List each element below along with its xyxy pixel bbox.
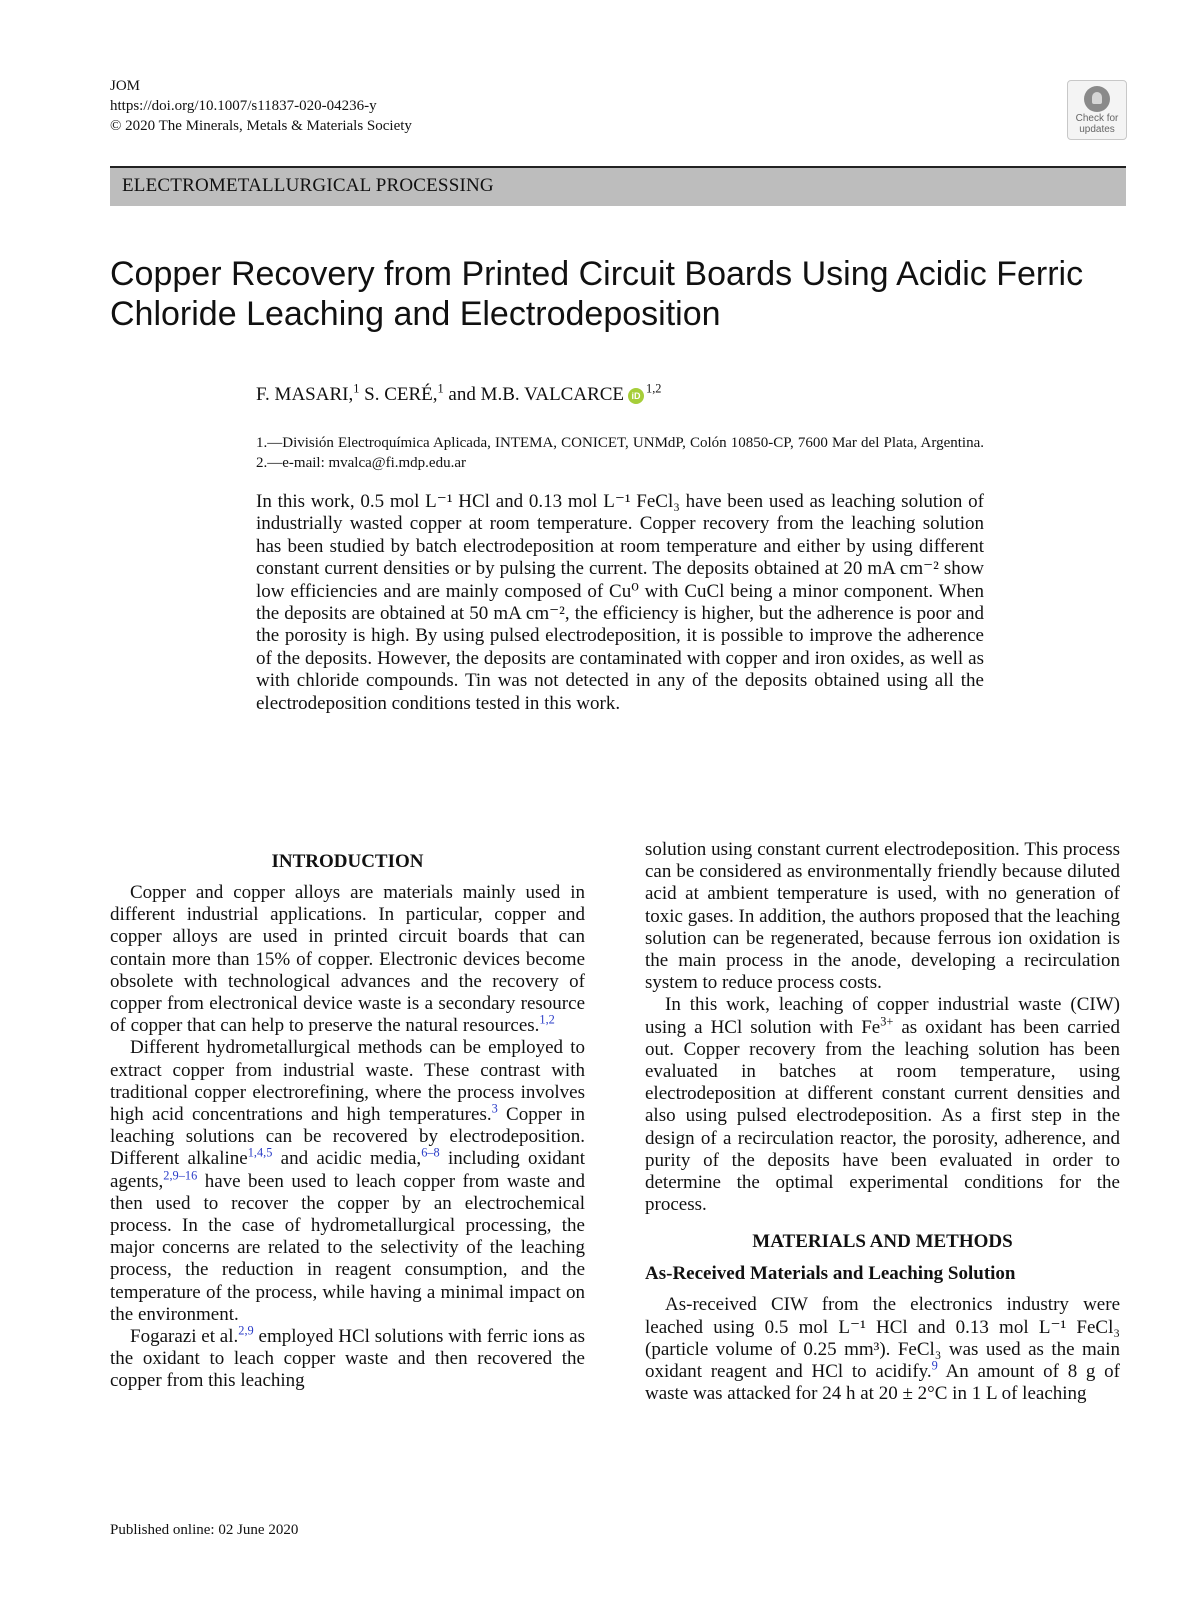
methods-p1-text-a: As-received CIW from the electronics industry were leached using 0.5 mol L⁻¹ HCl and 0.13 mol L⁻¹ FeCl₃ (particle volume of 0.25 mm³). FeCl₃ was used as the main oxidant reagent and HCl to acidify. — [645, 1294, 1120, 1383]
methods-paragraph-1 — [645, 1294, 1120, 1405]
intro-p2-text-d: including oxidant agents, — [110, 1148, 586, 1192]
citation-link[interactable]: 6–8 — [421, 1146, 440, 1161]
intro-paragraph-2 — [110, 1037, 585, 1326]
intro-paragraph-3 — [110, 1323, 585, 1393]
intro-p2-text-e: have been used to leach copper from waste and then used to recover the copper by an electrochemical process. In the case of hydrometallurgical processing, the major concerns are related to the selectivity of the leaching process, the reduction in reagent consumption, and the temperature of the process, while having a minimal impact on the environment. — [110, 1170, 585, 1325]
article-title: Copper Recovery from Printed Circuit Boards Using Acidic Ferric Chloride Leaching and Electrodeposition — [110, 255, 1084, 333]
citation-link[interactable]: 2,9–16 — [163, 1168, 198, 1183]
methods-heading: MATERIALS AND METHODS — [752, 1231, 1013, 1253]
doi-link[interactable]: https://doi.org/10.1007/s11837-020-04236-y — [110, 98, 377, 114]
publication-date: Published online: 02 June 2020 — [110, 1522, 299, 1538]
author-list — [256, 381, 662, 406]
crossmark-icon — [1084, 86, 1110, 112]
right-paragraph-1: solution using constant current electrodeposition. This process can be considered as environmentally friendly because diluted acid at ambient temperature is used, with no generation of toxic gases. In addition, the authors proposed that the leaching solution can be regenerated, because ferrous ion oxidation is the main process in the anode, developing a recirculation system to reduce process costs. — [645, 839, 1120, 994]
badge-label-1: Check for — [1075, 113, 1119, 124]
author-1: F. MASARI, — [256, 384, 354, 405]
left-column — [110, 850, 585, 1393]
author-3-affil: 1,2 — [646, 381, 662, 396]
introduction-heading: INTRODUCTION — [271, 851, 424, 872]
intro-p3-text-a: Fogarazi et al. — [130, 1326, 239, 1348]
author-2: S. CERÉ, — [364, 384, 438, 405]
abstract: In this work, 0.5 mol L⁻¹ HCl and 0.13 mol L⁻¹ FeCl₃ have been used as leaching solution of industrially wasted copper at room temperature. Copper recovery from the leaching solution has been studied by batch electrodeposition at room temperature and either by using different constant current densities or by pulsing the current. The deposits obtained at 20 mA cm⁻² show low efficiencies and are mainly composed of Cu⁰ with CuCl being a minor component. When the deposits are obtained at 50 mA cm⁻², the efficiency is higher, but the adherence is poor and the porosity is high. By using pulsed electrodeposition, it is possible to improve the adherence of the deposits. However, the deposits are contaminated with copper and iron oxides, as well as with chloride compounds. Tin was not detected in any of the deposits obtained using all the electrodeposition conditions tested in this work. — [256, 491, 984, 714]
citation-link[interactable]: 2,9 — [238, 1323, 254, 1338]
right-p2-text-b: as oxidant has been carried out. Copper recovery from the leaching solution has been evaluated in batches at room temperature, using electrodeposition at different constant current densities and also using pulsed electrodeposition. As a first step in the design of a recirculation reactor, the porosity, adherence, and purity of the deposits have been evaluated in order to determine the optimal experimental conditions for the process. — [645, 1016, 1120, 1216]
author-3: and M.B. VALCARCE — [448, 384, 625, 405]
right-paragraph-2 — [645, 994, 1120, 1216]
affiliations: 1.—División Electroquímica Aplicada, INTEMA, CONICET, UNMdP, Colón 10850-CP, 7600 Mar del Plata, Argentina. 2.—e-mail: mvalca@fi.mdp.edu.ar — [256, 435, 984, 471]
methods-p1-text-b: An amount of 8 g of waste was attacked for 24 h at 20 ± 2°C in 1 L of leaching — [645, 1361, 1120, 1405]
citation-link[interactable]: 1,4,5 — [247, 1146, 273, 1161]
intro-p2-text-c: and acidic media, — [272, 1148, 422, 1170]
citation-link[interactable]: 9 — [931, 1358, 938, 1373]
orcid-icon[interactable]: iD — [628, 388, 644, 404]
intro-p2-text-b: Copper in leaching solutions can be recovered by electrodeposition. Different alkaline — [110, 1104, 585, 1170]
right-p2-text-a: In this work, leaching of copper industrial waste (CIW) using a HCl solution with Fe — [645, 994, 1120, 1038]
check-for-updates-badge[interactable] — [1067, 80, 1127, 140]
subsection-heading: As-Received Materials and Leaching Solution — [645, 1263, 1016, 1285]
copyright-line: © 2020 The Minerals, Metals & Materials Society — [110, 118, 412, 134]
article-metadata — [110, 76, 412, 136]
right-column — [645, 839, 1120, 1405]
author-2-affil: 1 — [437, 381, 444, 396]
journal-name: JOM — [110, 78, 141, 94]
ion-charge: 3+ — [880, 1014, 894, 1029]
badge-label-2: updates — [1079, 124, 1115, 135]
intro-p3-text-b: employed HCl solutions with ferric ions as the oxidant to leach copper waste and then recovered the copper from this leaching — [110, 1326, 585, 1392]
citation-link[interactable]: 1,2 — [539, 1012, 555, 1027]
intro-p1-text: Copper and copper alloys are materials mainly used in different industrial applications. In particular, copper and copper alloys are used in printed circuit boards that can contain more than 15% of copper. Electronic devices become obsolete with technological advances and the recovery of copper from electronical device waste is a secondary resource of copper that can help to preserve the natural resources. — [110, 882, 585, 1037]
section-band — [110, 168, 1126, 206]
citation-link[interactable]: 3 — [491, 1101, 498, 1116]
author-1-affil: 1 — [353, 381, 360, 396]
intro-paragraph-1 — [110, 882, 585, 1037]
intro-p2-text-a: Different hydrometallurgical methods can be employed to extract copper from industrial waste. These contrast with traditional copper electrorefining, where the process involves high acid concentrations and high temperatures. — [110, 1037, 585, 1126]
section-label: ELECTROMETALLURGICAL PROCESSING — [122, 175, 494, 196]
